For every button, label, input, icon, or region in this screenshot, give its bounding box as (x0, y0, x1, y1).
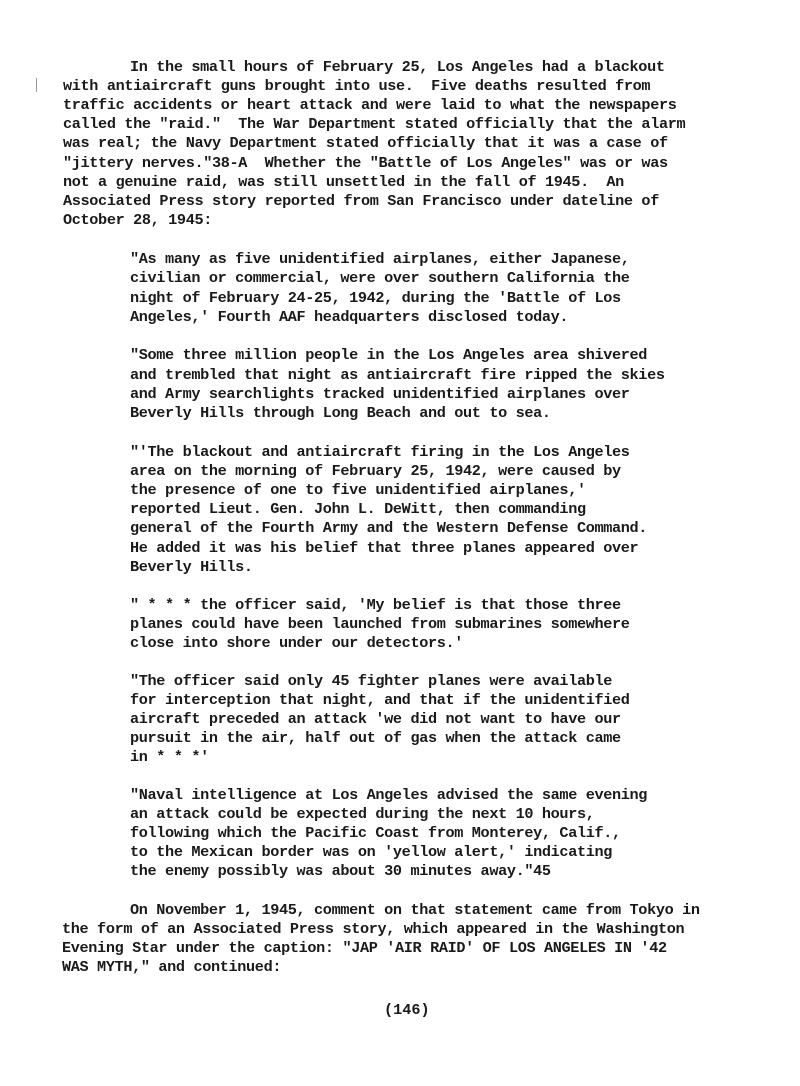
page-number: (146) (384, 1001, 430, 1019)
quote-3-line-5: general of the Fourth Army and the Western Defense Command. (130, 519, 648, 537)
margin-mark (36, 78, 37, 92)
intro-line-4: called the "raid." The War Department stated officially that the alarm (63, 115, 686, 133)
quote-4-line-1: " * * * the officer said, 'My belief is that those three (130, 596, 621, 614)
intro-line-1: In the small hours of February 25, Los Angeles had a blackout (130, 58, 665, 76)
quote-1-line-2: civilian or commercial, were over southern California the (130, 269, 630, 287)
quote-3-line-2: area on the morning of February 25, 1942, were caused by (130, 462, 621, 480)
quote-2-line-2: and trembled that night as antiaircraft fire ripped the skies (130, 366, 665, 384)
quote-6-line-5: the enemy possibly was about 30 minutes away."45 (130, 862, 551, 880)
intro-line-2: with antiaircraft guns brought into use. Five deaths resulted from (63, 77, 651, 95)
closing-line-4: WAS MYTH," and continued: (62, 958, 282, 976)
intro-line-3: traffic accidents or heart attack and were laid to what the newspapers (63, 96, 677, 114)
quote-3-line-7: Beverly Hills. (130, 558, 253, 576)
quote-6-line-3: following which the Pacific Coast from Monterey, Calif., (130, 824, 621, 842)
quote-2-line-1: "Some three million people in the Los Angeles area shivered (130, 346, 648, 364)
quote-6-line-2: an attack could be expected during the next 10 hours, (130, 805, 595, 823)
quote-3-line-3: the presence of one to five unidentified airplanes,' (130, 481, 586, 499)
quote-2-line-3: and Army searchlights tracked unidentified airplanes over (130, 385, 630, 403)
quote-6-line-4: to the Mexican border was on 'yellow alert,' indicating (130, 843, 613, 861)
closing-line-2: the form of an Associated Press story, which appeared in the Washington (62, 920, 685, 938)
quote-5-line-4: pursuit in the air, half out of gas when the attack came (130, 729, 621, 747)
intro-line-9: October 28, 1945: (63, 211, 212, 229)
quote-3-line-4: reported Lieut. Gen. John L. DeWitt, then commanding (130, 500, 586, 518)
quote-1-line-4: Angeles,' Fourth AAF headquarters disclosed today. (130, 308, 569, 326)
intro-line-6: "jittery nerves."38-A Whether the "Battle of Los Angeles" was or was (63, 154, 668, 172)
quote-6-line-1: "Naval intelligence at Los Angeles advised the same evening (130, 786, 648, 804)
quote-3-line-6: He added it was his belief that three planes appeared over (130, 539, 639, 557)
quote-4-line-3: close into shore under our detectors.' (130, 634, 464, 652)
closing-line-1: On November 1, 1945, comment on that statement came from Tokyo in (130, 901, 700, 919)
quote-1-line-1: "As many as five unidentified airplanes, either Japanese, (130, 250, 630, 268)
quote-5-line-3: aircraft preceded an attack 'we did not want to have our (130, 710, 621, 728)
quote-2-line-4: Beverly Hills through Long Beach and out to sea. (130, 404, 551, 422)
quote-4-line-2: planes could have been launched from submarines somewhere (130, 615, 630, 633)
quote-3-line-1: "'The blackout and antiaircraft firing in the Los Angeles (130, 443, 630, 461)
quote-5-line-2: for interception that night, and that if the unidentified (130, 691, 630, 709)
intro-line-7: not a genuine raid, was still unsettled in the fall of 1945. An (63, 173, 624, 191)
quote-1-line-3: night of February 24-25, 1942, during the 'Battle of Los (130, 289, 621, 307)
closing-line-3: Evening Star under the caption: "JAP 'AIR RAID' OF LOS ANGELES IN '42 (62, 939, 667, 957)
quote-5-line-1: "The officer said only 45 fighter planes were available (130, 672, 613, 690)
quote-5-line-5: in * * *' (130, 748, 209, 766)
intro-line-5: was real; the Navy Department stated officially that it was a case of (63, 134, 668, 152)
intro-line-8: Associated Press story reported from San Francisco under dateline of (63, 192, 659, 210)
